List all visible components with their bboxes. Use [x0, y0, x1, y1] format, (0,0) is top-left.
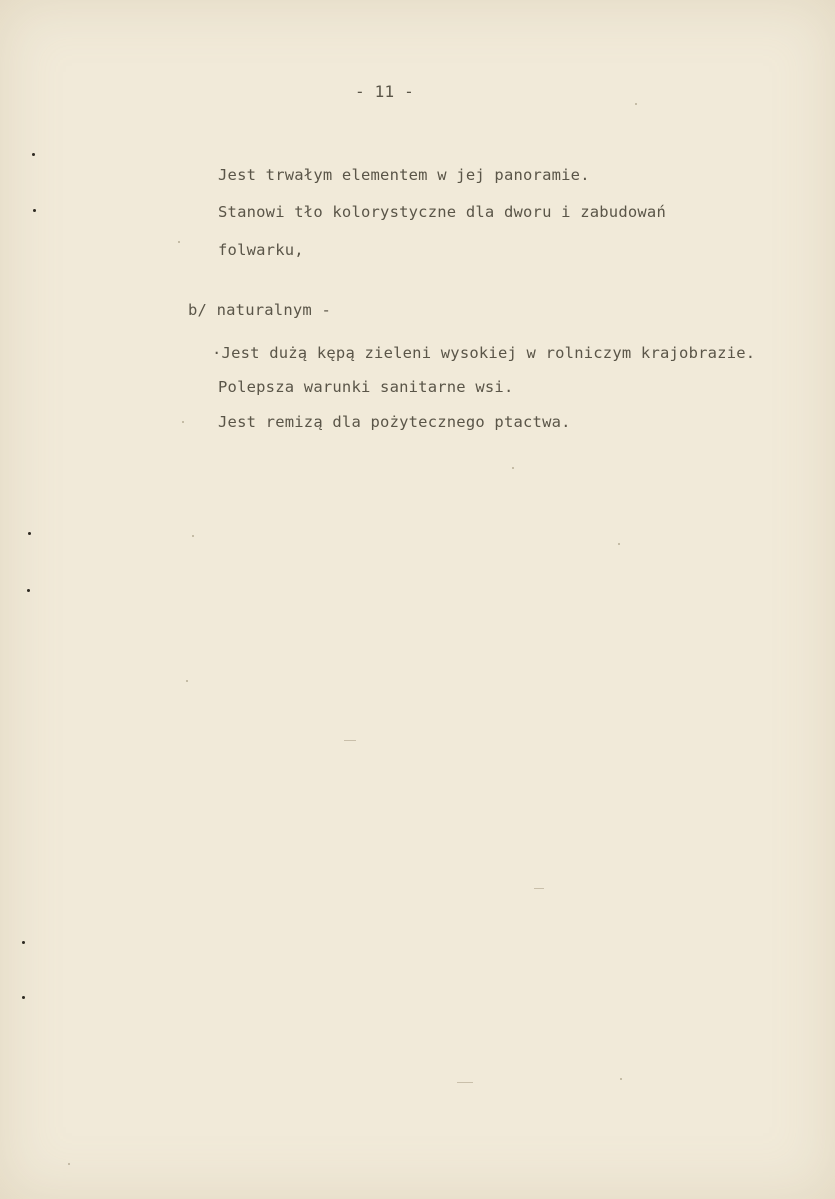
text-line-2: Stanowi tło kolorystyczne dla dworu i zabudowań — [218, 203, 666, 221]
text-line-3: folwarku, — [218, 241, 304, 259]
paper-mark — [457, 1082, 473, 1083]
text-line-7: Jest remizą dla pożytecznego ptactwa. — [218, 413, 571, 431]
section-heading-b: b/ naturalnym - — [188, 301, 331, 319]
paper-speck — [22, 996, 25, 999]
paper-mark — [534, 888, 544, 889]
paper-speck — [32, 153, 35, 156]
paper-speck — [178, 241, 180, 243]
paper-speck — [28, 532, 31, 535]
text-line-6: Polepsza warunki sanitarne wsi. — [218, 378, 514, 396]
paper-speck — [186, 680, 188, 682]
paper-speck — [27, 589, 30, 592]
paper-speck — [192, 535, 194, 537]
text-line-5: ·Jest dużą kępą zieleni wysokiej w rolniczym krajobrazie. — [212, 344, 756, 362]
text-line-1: Jest trwałym elementem w jej panoramie. — [218, 166, 590, 184]
page-number: - 11 - — [355, 82, 414, 101]
paper-speck — [33, 209, 36, 212]
paper-speck — [182, 421, 184, 423]
paper-speck — [22, 941, 25, 944]
paper-speck — [512, 467, 514, 469]
paper-mark — [344, 740, 356, 741]
paper-speck — [635, 103, 637, 105]
paper-speck — [620, 1078, 622, 1080]
paper-speck — [68, 1163, 70, 1165]
paper-speck — [618, 543, 620, 545]
